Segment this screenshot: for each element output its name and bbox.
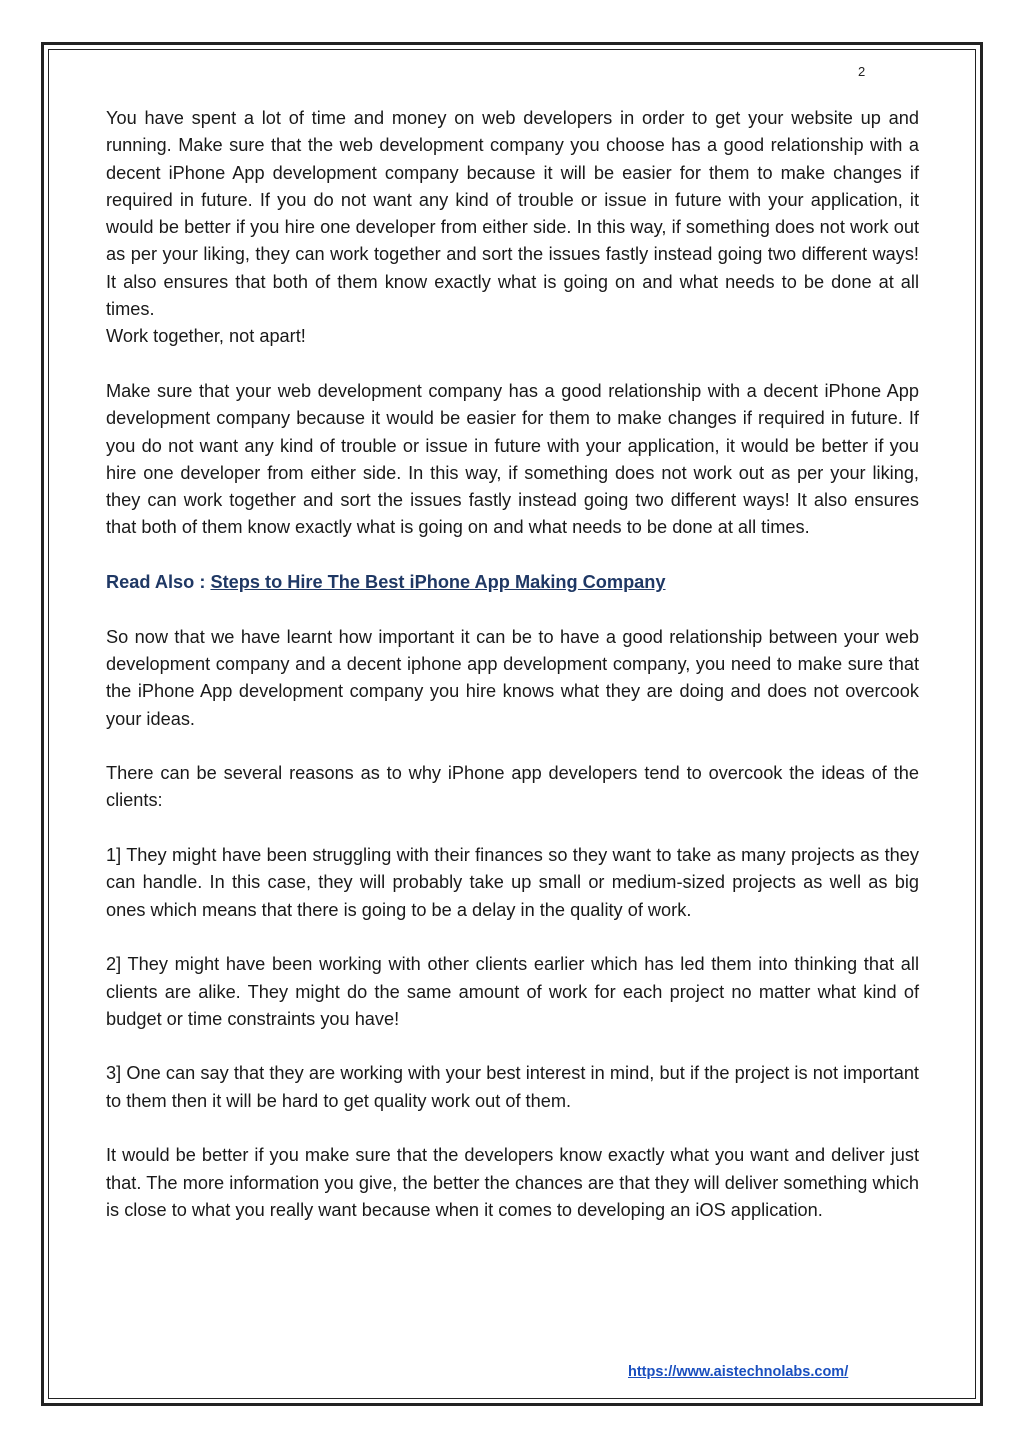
paragraph-reason-2: 2] They might have been working with other clients earlier which has led them into thinking that all clients are alike. They might do the same amount of work for each project no matter what kind of budget or time constraints you have! — [106, 954, 919, 1029]
paragraph-1-closing: Work together, not apart! — [106, 326, 306, 347]
paragraph-2: Make sure that your web development company has a good relationship with a decent iPhone App development company because it would be easier for them to make changes if required in future. If you do not want any kind of trouble or issue in future with your application, it would be better if you hire one developer from either side. In this way, if something does not work out as per your liking, they can work together and sort the issues fastly instead going two different ways! It also ensures that both of them know exactly what is going on and what needs to be done at all times. — [106, 380, 919, 538]
paragraph-4: So now that we have learnt how important it can be to have a good relationship between your web development company and a decent iphone app development company, you need to make sure that the iPhone App development company you hire knows what they are doing and does not overcook your ideas. — [106, 626, 919, 729]
paragraph-9: It would be better if you make sure that the developers know exactly what you want and deliver just that. The more information you give, the better the chances are that they will deliver something which is close to what you really want because when it comes to developing an iOS application. — [106, 1145, 919, 1220]
footer-website-link[interactable]: https://www.aistechnolabs.com/ — [628, 1364, 849, 1380]
read-also-label: Read Also : — [106, 572, 211, 593]
page-number: 2 — [858, 64, 866, 79]
paragraph-reason-3: 3] One can say that they are working with your best interest in mind, but if the project is not important to them then it will be hard to get quality work out of them. — [106, 1063, 919, 1111]
read-also-link[interactable]: Steps to Hire The Best iPhone App Making Company — [210, 572, 666, 593]
paragraph-reason-1: 1] They might have been struggling with their finances so they want to take as many projects as they can handle. In this case, they will probably take up small or medium-sized projects as well as big ones which means that there is going to be a delay in the quality of work. — [106, 845, 919, 920]
paragraph-1: You have spent a lot of time and money on web developers in order to get your website up and running. Make sure that the web development company you choose has a good relationship with a decent iPhone App development company because it will be easier for them to make changes if required in future. If you do not want any kind of trouble or issue in future with your application, it would be better if you hire one developer from either side. In this way, if something does not work out as per your liking, they can work together and sort the issues fastly instead going two different ways! It also ensures that both of them know exactly what is going on and what needs to be done at all times. — [106, 108, 919, 320]
read-also-line — [106, 569, 919, 596]
paragraph-5: There can be several reasons as to why iPhone app developers tend to overcook the ideas of the clients: — [106, 763, 919, 811]
document-body — [106, 105, 919, 1251]
